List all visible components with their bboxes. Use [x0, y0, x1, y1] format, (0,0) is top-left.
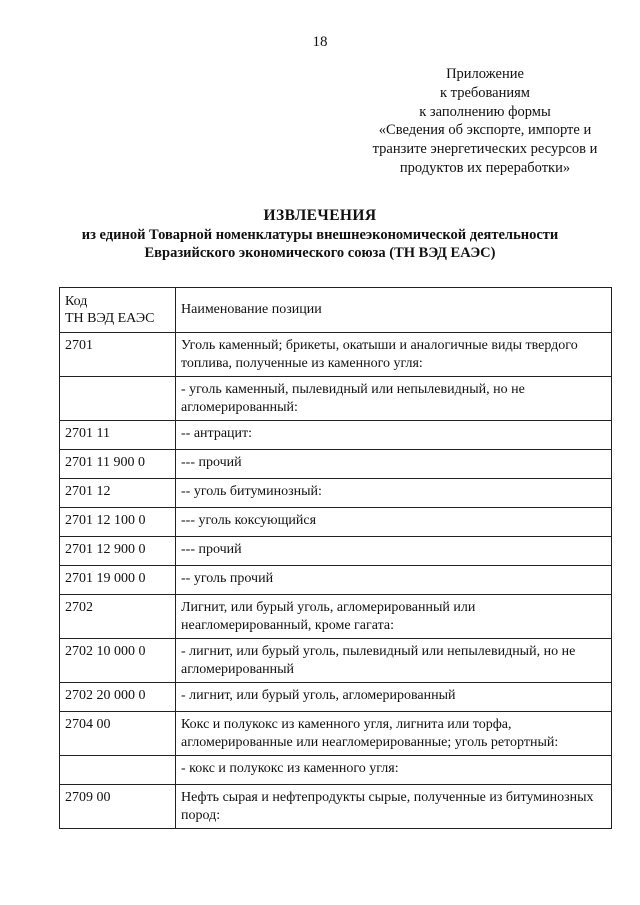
- table-row: [60, 333, 612, 377]
- table-row: [60, 421, 612, 450]
- table-row: [60, 595, 612, 639]
- table-row: [60, 785, 612, 829]
- appendix-line: к заполнению формы: [419, 103, 551, 120]
- document-subtitle-line: Евразийского экономического союза (ТН ВЭД ЕАЭС): [144, 245, 496, 261]
- appendix-line: Приложение: [446, 66, 524, 82]
- nomenclature-table: [59, 287, 612, 829]
- header-code-line: Код: [65, 293, 88, 309]
- name-cell: Нефть сырая и нефтепродукты сырые, полученные из битуминозных пород:: [176, 785, 612, 829]
- name-cell: Лигнит, или бурый уголь, агломерированный или неагломерированный, кроме гагата:: [176, 595, 612, 639]
- name-cell: - лигнит, или бурый уголь, пылевидный или непылевидный, но не агломерированный: [176, 639, 612, 683]
- table-row: [60, 479, 612, 508]
- table-row: [60, 450, 612, 479]
- document-subtitle-line: из единой Товарной номенклатуры внешнеэкономической деятельности: [81, 227, 559, 243]
- table-row: [60, 756, 612, 785]
- name-cell: Уголь каменный; брикеты, окатыши и аналогичные виды твердого топлива, полученные из каменного угля:: [176, 333, 612, 377]
- code-cell: 2702 20 000 0: [60, 683, 176, 712]
- table-row: [60, 566, 612, 595]
- header-code: [60, 288, 176, 333]
- name-cell: -- антрацит:: [176, 421, 612, 450]
- table-row: [60, 683, 612, 712]
- name-cell: - кокс и полукокс из каменного угля:: [176, 756, 612, 785]
- name-cell: -- уголь битуминозный:: [176, 479, 612, 508]
- code-cell: 2704 00: [60, 712, 176, 756]
- code-cell: 2709 00: [60, 785, 176, 829]
- name-cell: - лигнит, или бурый уголь, агломерированный: [176, 683, 612, 712]
- appendix-line: «Сведения об экспорте, импорте и: [378, 122, 592, 139]
- table-row: [60, 377, 612, 421]
- header-code-line: ТН ВЭД ЕАЭС: [65, 311, 155, 326]
- code-cell: 2701 11 900 0: [60, 450, 176, 479]
- table-row: [60, 508, 612, 537]
- name-cell: --- прочий: [176, 450, 612, 479]
- code-cell: 2702 10 000 0: [60, 639, 176, 683]
- table-row: [60, 712, 612, 756]
- name-cell: Кокс и полукокс из каменного угля, лигнита или торфа, агломерированные или неагломерированные; уголь ретортный:: [176, 712, 612, 756]
- code-cell: 2701 12 900 0: [60, 537, 176, 566]
- page-number: 18: [312, 34, 328, 50]
- code-cell: [60, 756, 176, 785]
- appendix-note: [360, 65, 610, 178]
- code-cell: 2702: [60, 595, 176, 639]
- code-cell: 2701 19 000 0: [60, 566, 176, 595]
- appendix-line: продуктов их переработки»: [399, 159, 571, 176]
- table-row: [60, 639, 612, 683]
- table-row: [60, 537, 612, 566]
- code-cell: [60, 377, 176, 421]
- name-cell: --- прочий: [176, 537, 612, 566]
- name-cell: - уголь каменный, пылевидный или непылевидный, но не агломерированный:: [176, 377, 612, 421]
- table-header-row: [60, 288, 612, 333]
- code-cell: 2701: [60, 333, 176, 377]
- appendix-line: транзите энергетических ресурсов и: [372, 141, 598, 158]
- name-cell: --- уголь коксующийся: [176, 508, 612, 537]
- header-name: Наименование позиции: [176, 288, 612, 333]
- document-title: ИЗВЛЕЧЕНИЯ: [263, 207, 377, 224]
- code-cell: 2701 12: [60, 479, 176, 508]
- document-heading: [40, 206, 600, 262]
- name-cell: -- уголь прочий: [176, 566, 612, 595]
- code-cell: 2701 12 100 0: [60, 508, 176, 537]
- code-cell: 2701 11: [60, 421, 176, 450]
- appendix-line: к требованиям: [440, 84, 530, 101]
